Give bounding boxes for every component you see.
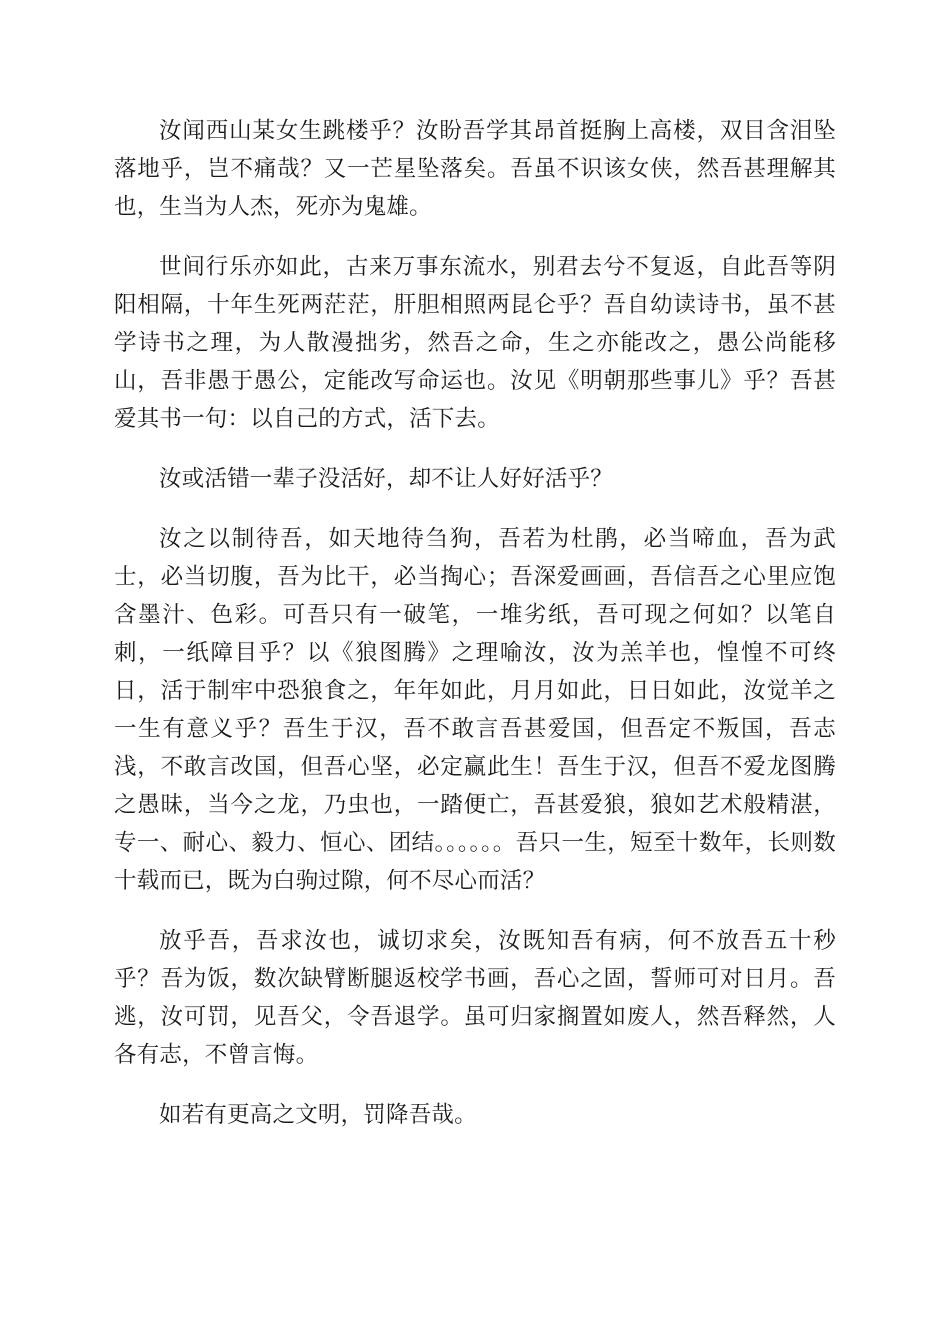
paragraph-3: 汝或活错一辈子没活好，却不让人好好活乎？ [159, 466, 614, 492]
paragraph-6: 如若有更高之文明，罚降吾哉。 [159, 1102, 477, 1128]
document-body [114, 112, 836, 1156]
paragraph-4: 汝之以制待吾，如天地待刍狗，吾若为杜鹃，必当啼血，吾为武士，必当切腹，吾为比干，必当掏心；吾深爱画画，吾信吾之心里应饱含墨汁、色彩。可吾只有一破笔，一堆劣纸，吾可现之何如？以笔自刺，一纸障目乎？以《狼图腾》之理喻汝，汝为羔羊也，惶惶不可终日，活于制牢中恐狼食之，年年如此，月月如此，日日如此，汝觉羊之一生有意义乎？吾生于汉，吾不敢言吾甚爱国，但吾定不叛国，吾志浅，不敢言改国，但吾心坚，必定赢此生！吾生于汉，但吾不爱龙图腾之愚昧，当今之龙，乃虫也，一踏便亡，吾甚爱狼，狼如艺术般精湛，专一、耐心、毅力、恒心、团结。。。。。。吾只一生，短至十数年，长则数十载而已，既为白驹过隙，何不尽心而活？ [114, 526, 836, 894]
paragraph-1: 汝闻西山某女生跳楼乎？汝盼吾学其昂首挺胸上高楼，双目含泪坠落地乎，岂不痛哉？又一芒星坠落矣。吾虽不识该女侠，然吾甚理解其也，生当为人杰，死亦为鬼雄。 [114, 118, 836, 220]
paragraph-2: 世间行乐亦如此，古来万事东流水，别君去兮不复返，自此吾等阴阳相隔，十年生死两茫茫，肝胆相照两昆仑乎？吾自幼读诗书，虽不甚学诗书之理，为人散漫拙劣，然吾之命，生之亦能改之，愚公尚能移山，吾非愚于愚公，定能改写命运也。汝见《明朝那些事儿》乎？吾甚爱其书一句：以自己的方式，活下去。 [114, 254, 836, 432]
paragraph-5: 放乎吾，吾求汝也，诚切求矣，汝既知吾有病，何不放吾五十秒乎？吾为饭，数次缺臂断腿返校学书画，吾心之固，誓师可对日月。吾逃，汝可罚，见吾父，令吾退学。虽可归家搁置如废人，然吾释然，人各有志，不曾言悔。 [114, 928, 836, 1068]
